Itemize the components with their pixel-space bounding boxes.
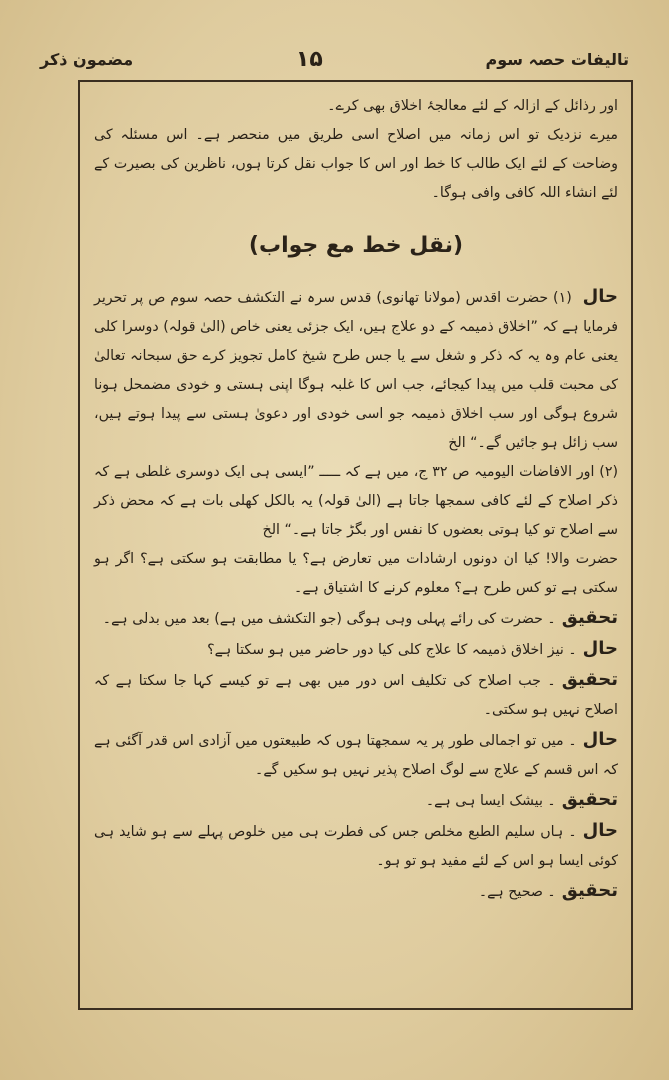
hal-1-text: (۱) حضرت اقدس (مولانا تھانوی) قدس سرہ نے التکشف حصہ سوم ص پر تحریر فرمایا ہے کہ ”اخلاق ذمیمہ کے دو علاج ہیں، ایک جزئی یعنی خاص (الیٰ قولہ) دوسرا کلی یعنی عام وہ یہ کہ ذکر و شغل سے یا جس طرح شیخ کامل تجویز کرے حق سبحانہ تعالیٰ کی محبت قلب میں پیدا کیجائے، جب اس کا غلبہ ہوگا اپنی ہستی و خودی مضمحل ہونا شروع ہوگی اور سب اخلاق ذمیمہ جو اسی خودی اور دعویٰ ہستی سے پیدا ہوتے ہیں، سب زائل ہو جائیں گے۔“ الخ bbox=[94, 290, 618, 451]
hal-1 bbox=[94, 282, 618, 458]
tahqiq-1-text: ۔ حضرت کی رائے پہلی وہی ہوگی (جو التکشف میں ہے) بعد میں بدلی ہے۔ bbox=[102, 611, 556, 627]
tahqiq-3 bbox=[94, 785, 618, 816]
page-number: ۱۵ bbox=[295, 46, 323, 72]
header-book-title: تالیفات حصہ سوم bbox=[485, 49, 629, 69]
hal-1-question: حضرت والا! کیا ان دونوں ارشادات میں تعارض ہے؟ یا مطابقت ہو سکتی ہے؟ اگر ہو سکتی ہے تو کس طرح ہے؟ معلوم کرنے کا اشتیاق ہے۔ bbox=[94, 551, 618, 596]
page-header bbox=[40, 42, 629, 76]
tahqiq-label: تحقیق bbox=[561, 669, 618, 690]
hal-label: حال bbox=[582, 820, 618, 841]
intro-line: اور رذائل کے ازالہ کے لئے معالجۂ اخلاق بھی کرے۔ bbox=[327, 98, 618, 114]
tahqiq-4 bbox=[94, 876, 618, 907]
tahqiq-label: تحقیق bbox=[561, 880, 618, 901]
hal-2-text: ۔ نیز اخلاق ذمیمہ کا علاج کلی کیا دور حاضر میں ہو سکتا ہے؟ bbox=[207, 642, 577, 658]
hal-label: حال bbox=[582, 286, 618, 307]
hal-2 bbox=[94, 634, 618, 665]
hal-label: حال bbox=[582, 729, 618, 750]
hal-3-text: ۔ میں تو اجمالی طور پر یہ سمجھتا ہوں کہ طبیعتوں میں آزادی اس قدر آگئی ہے کہ اس قسم کے علاج سے لوگ اصلاح پذیر نہیں ہو سکیں گے۔ bbox=[94, 733, 618, 778]
hal-4-text: ۔ ہاں سلیم الطبع مخلص جس کی فطرت ہی میں خلوص پہلے سے ہو شاید ہی کوئی ایسا ہو اس کے لئے مفید ہو تو ہو۔ bbox=[94, 824, 618, 869]
hal-1-part-2: (۲) اور الافاضات الیومیہ ص ۳۲ ج، میں ہے کہ ـــــ ”ایسی ہی ایک دوسری غلطی ہے کہ ذکر اصلاح کے لئے کافی سمجھا جاتا ہے (الیٰ قولہ) یہ بالکل کھلی بات ہے کہ محض ذکر سے اصلاح تو کیا ہوتی بعضوں کا نفس اور بگڑ جاتا ہے۔“ الخ bbox=[94, 464, 618, 538]
tahqiq-4-text: ۔ صحیح ہے۔ bbox=[478, 884, 556, 900]
hal-label: حال bbox=[582, 638, 618, 659]
tahqiq-label: تحقیق bbox=[561, 607, 618, 628]
tahqiq-1 bbox=[94, 603, 618, 634]
tahqiq-label: تحقیق bbox=[561, 789, 618, 810]
header-chapter-title: مضمون ذکر bbox=[40, 49, 134, 69]
hal-3 bbox=[94, 725, 618, 785]
section-title: (نقل خط مع جواب) bbox=[248, 233, 464, 258]
tahqiq-3-text: ۔ بیشک ایسا ہی ہے۔ bbox=[425, 793, 556, 809]
tahqiq-2 bbox=[94, 665, 618, 725]
tahqiq-2-text: ۔ جب اصلاح کی تکلیف اس دور میں بھی ہے تو کیسے کہا جا سکتا ہے کہ اصلاح نہیں ہو سکتی۔ bbox=[94, 673, 618, 718]
hal-4 bbox=[94, 816, 618, 876]
intro-paragraph: میرے نزدیک تو اس زمانہ میں اصلاح اسی طریق میں منحصر ہے۔ اس مسئلہ کی وضاحت کے لئے ایک طالب کا خط اور اس کا جواب نقل کرتا ہوں، ناظرین کی بصیرت کے لئے انشاء اللہ کافی وافی ہوگا۔ bbox=[94, 127, 618, 201]
page-body bbox=[94, 92, 618, 997]
